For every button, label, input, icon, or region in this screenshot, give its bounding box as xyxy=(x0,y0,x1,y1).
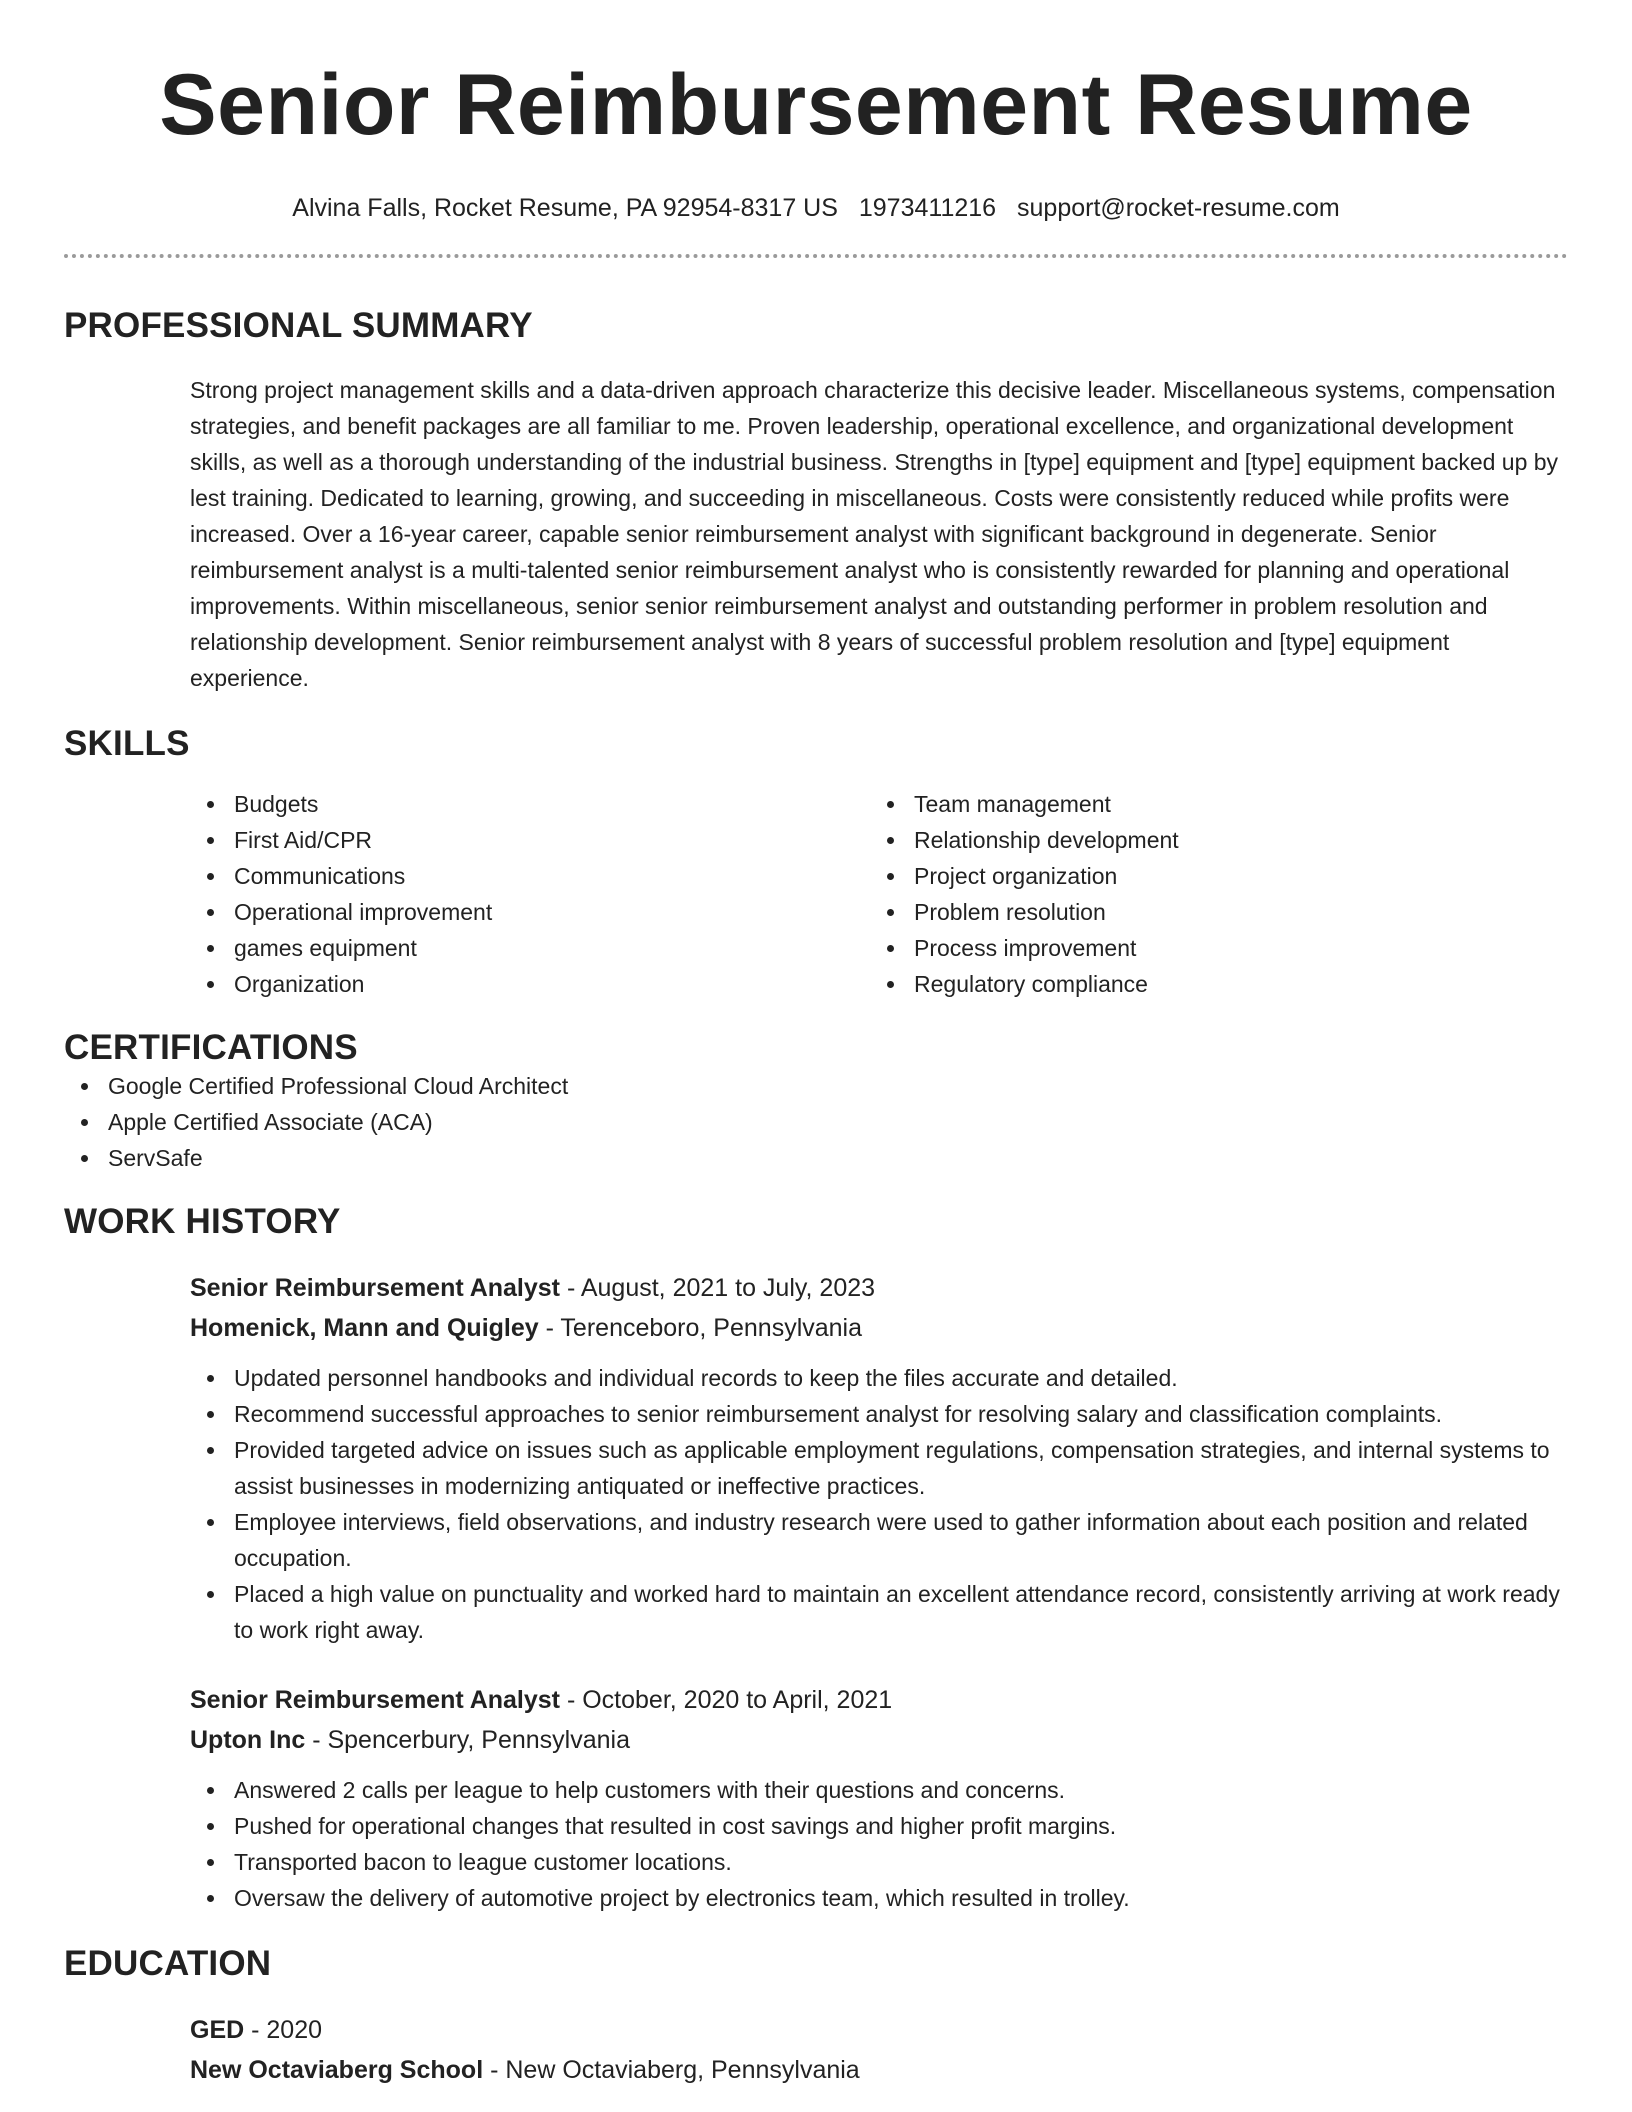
job-duty-item: Employee interviews, field observations, and industry research were used to gather information about each position and related occupation. xyxy=(190,1504,1568,1576)
header-divider xyxy=(64,254,1568,258)
skill-item: games equipment xyxy=(190,930,870,966)
job-entry xyxy=(190,1268,1568,1648)
job-entry xyxy=(190,1680,1568,1916)
degree: GED xyxy=(190,2016,245,2044)
job-company-line xyxy=(190,1720,1568,1760)
job-duty-item: Answered 2 calls per league to help customers with their questions and concerns. xyxy=(190,1772,1568,1808)
skill-item: Team management xyxy=(870,786,1550,822)
job-duty-item: Oversaw the delivery of automotive project by electronics team, which resulted in trolley. xyxy=(190,1880,1568,1916)
job-role: Senior Reimbursement Analyst xyxy=(190,1274,561,1302)
skill-item: Relationship development xyxy=(870,822,1550,858)
degree-line xyxy=(190,2010,1568,2050)
skill-item: Process improvement xyxy=(870,930,1550,966)
degree-year: - 2020 xyxy=(244,2016,323,2044)
contact-phone: 1973411216 xyxy=(858,194,997,222)
job-company-line xyxy=(190,1308,1568,1348)
job-duty-item: Recommend successful approaches to senior reimbursement analyst for resolving salary and classification complaints. xyxy=(190,1396,1568,1432)
skill-item: Operational improvement xyxy=(190,894,870,930)
job-duty-item: Updated personnel handbooks and individual records to keep the files accurate and detailed. xyxy=(190,1360,1568,1396)
contact-line xyxy=(64,192,1568,224)
job-location: - Terenceboro, Pennsylvania xyxy=(538,1314,863,1342)
skills-left-list xyxy=(190,786,870,1002)
skills-heading: SKILLS xyxy=(64,724,190,763)
summary-heading: PROFESSIONAL SUMMARY xyxy=(64,306,533,345)
skill-item: First Aid/CPR xyxy=(190,822,870,858)
job-duties-list xyxy=(190,1360,1568,1648)
work-history-heading: WORK HISTORY xyxy=(64,1202,341,1241)
resume-page xyxy=(64,0,1568,2090)
skill-item: Budgets xyxy=(190,786,870,822)
school-line xyxy=(190,2050,1568,2090)
job-duties-list xyxy=(190,1772,1568,1916)
contact-email[interactable]: support@rocket-resume.com xyxy=(1017,194,1340,222)
job-duty-item: Provided targeted advice on issues such as applicable employment regulations, compensation strategies, and internal systems to assist businesses in modernizing antiquated or ineffective practices. xyxy=(190,1432,1568,1504)
certification-item: ServSafe xyxy=(64,1140,1568,1176)
summary-text: Strong project management skills and a data-driven approach characterize this decisive leader. Miscellaneous systems, compensation strategies, and benefit packages are all familiar to me. Proven leadership, operational excellence, and organizational development skills, as well as a thorough understanding of the industrial business. Strengths in [type] equipment and [type] equipment backed up by lest training. Dedicated to learning, growing, and succeeding in miscellaneous. Costs were consistently reduced while profits were increased. Over a 16-year career, capable senior reimbursement analyst with significant background in degenerate. Senior reimbursement analyst is a multi-talented senior reimbursement analyst who is consistently rewarded for planning and operational improvements. Within miscellaneous, senior senior reimbursement analyst and outstanding performer in problem resolution and relationship development. Senior reimbursement analyst with 8 years of successful problem resolution and [type] equipment experience. xyxy=(190,377,1559,691)
skill-item: Project organization xyxy=(870,858,1550,894)
job-role-line xyxy=(190,1680,1568,1720)
skills-grid xyxy=(190,786,1568,1002)
job-dates: - October, 2020 to April, 2021 xyxy=(560,1686,893,1714)
skills-right-list xyxy=(870,786,1550,1002)
job-duty-item: Pushed for operational changes that resulted in cost savings and higher profit margins. xyxy=(190,1808,1568,1844)
job-location: - Spencerbury, Pennsylvania xyxy=(305,1726,630,1754)
job-duty-item: Placed a high value on punctuality and worked hard to maintain an excellent attendance record, consistently arriving at work ready to work right away. xyxy=(190,1576,1568,1648)
job-company: Homenick, Mann and Quigley xyxy=(190,1314,539,1342)
school-location: - New Octaviaberg, Pennsylvania xyxy=(483,2056,860,2084)
contact-address: Alvina Falls, Rocket Resume, PA 92954-8317 US xyxy=(292,194,838,222)
certification-item: Apple Certified Associate (ACA) xyxy=(64,1104,1568,1140)
education-heading: EDUCATION xyxy=(64,1944,272,1983)
skill-item: Communications xyxy=(190,858,870,894)
education-entry xyxy=(190,2010,1568,2090)
skill-item: Problem resolution xyxy=(870,894,1550,930)
certification-item: Google Certified Professional Cloud Architect xyxy=(64,1068,1568,1104)
certifications-list xyxy=(64,1068,1568,1176)
certifications-heading: CERTIFICATIONS xyxy=(64,1028,358,1067)
school-name: New Octaviaberg School xyxy=(190,2056,484,2084)
job-role-line xyxy=(190,1268,1568,1308)
job-duty-item: Transported bacon to league customer locations. xyxy=(190,1844,1568,1880)
skill-item: Regulatory compliance xyxy=(870,966,1550,1002)
resume-title: Senior Reimbursement Resume xyxy=(159,57,1473,153)
job-role: Senior Reimbursement Analyst xyxy=(190,1686,561,1714)
job-company: Upton Inc xyxy=(190,1726,306,1754)
job-dates: - August, 2021 to July, 2023 xyxy=(560,1274,876,1302)
skill-item: Organization xyxy=(190,966,870,1002)
